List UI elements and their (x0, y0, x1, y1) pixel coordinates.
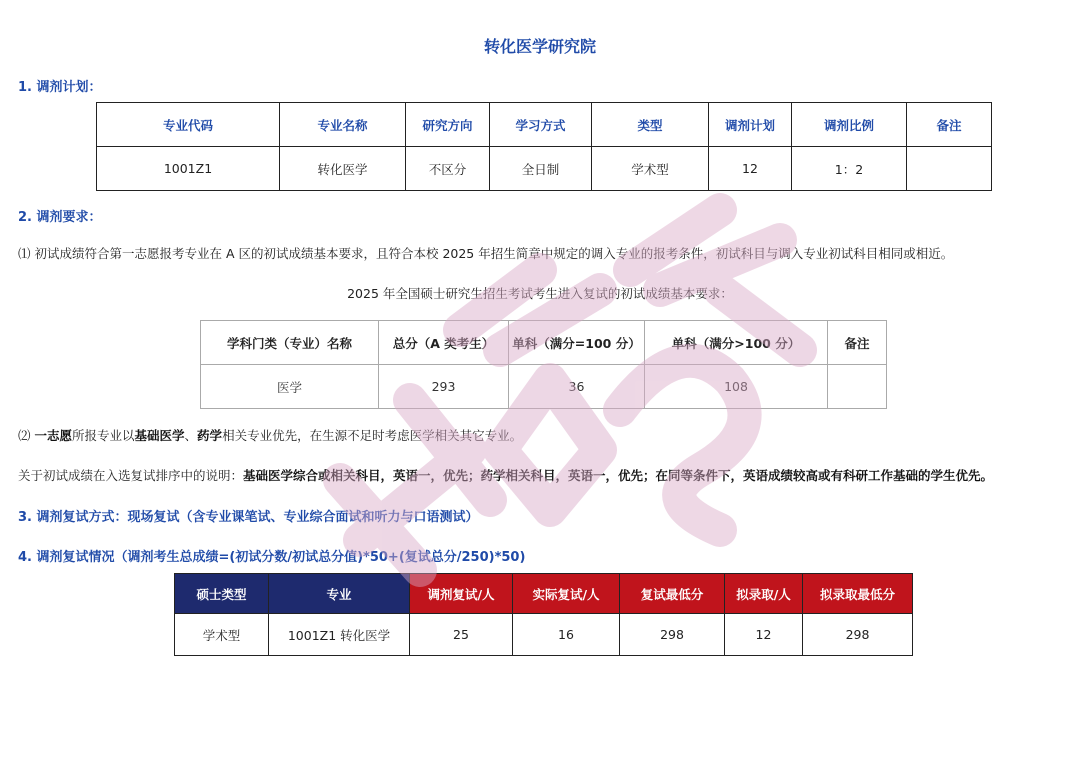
plan-header-remark: 备注 (907, 103, 992, 147)
result-header-min-admit-score: 拟录取最低分 (803, 574, 913, 614)
note-lead: 关于初试成绩在入选复试排序中的说明： (18, 468, 244, 483)
page-title: 转化医学研究院 (483, 37, 596, 56)
req2-bold-pharmacy: 药学 (197, 428, 223, 443)
result-header-min-interview-score: 复试最低分 (620, 574, 725, 614)
plan-cell-type: 学术型 (592, 147, 709, 191)
result-cell-min-interview-score: 298 (620, 614, 725, 656)
note-bold: 基础医学综合或相关科目，英语一，优先；药学相关科目，英语一，优先；在同等条件下，英语成绩较高或有科研工作基础的学生优先。 (243, 468, 994, 483)
section-interview-results: 4. 调剂复试情况（调剂考生总成绩=(初试分数/初试总分值)*50+(复试总分/250)*50) (18, 550, 526, 565)
score-header-total: 总分（A 类考生） (379, 321, 509, 365)
plan-cell-direction: 不区分 (406, 147, 490, 191)
requirement-1: ⑴ 初试成绩符合第一志愿报考专业在 A 区的初试成绩基本要求，且符合本校 2025 年招生简章中规定的调入专业的报考条件，初试科目与调入专业初试科目相同或相近。 (18, 246, 954, 261)
score-table (200, 320, 887, 409)
plan-header-direction: 研究方向 (406, 103, 490, 147)
score-header-single-over-100: 单科（满分>100 分） (645, 321, 828, 365)
plan-cell-ratio: 1：2 (792, 147, 907, 191)
score-header-remark: 备注 (828, 321, 887, 365)
score-header-single-100: 单科（满分=100 分） (509, 321, 645, 365)
result-cell-actual-interview: 16 (513, 614, 620, 656)
result-cell-admit-count: 12 (725, 614, 803, 656)
plan-header-mode: 学习方式 (490, 103, 592, 147)
score-cell-remark (828, 365, 887, 409)
requirement-2 (18, 426, 522, 444)
plan-header-ratio: 调剂比例 (792, 103, 907, 147)
req2-text-3: 相关专业优先，在生源不足时考虑医学相关其它专业。 (222, 428, 523, 443)
result-header-admit-count: 拟录取/人 (725, 574, 803, 614)
section-requirements-heading: 2. 调剂要求： (18, 210, 102, 225)
table-row (175, 614, 913, 656)
result-header-major: 专业 (269, 574, 410, 614)
score-cell-subject: 医学 (201, 365, 379, 409)
result-header-degree-type: 硕士类型 (175, 574, 269, 614)
section-interview-method: 3. 调剂复试方式：现场复试（含专业课笔试、专业综合面试和听力与口语测试） (18, 510, 479, 525)
plan-cell-quota: 12 (709, 147, 792, 191)
section-plan-heading: 1. 调剂计划： (18, 80, 102, 95)
plan-header-major: 专业名称 (280, 103, 406, 147)
result-cell-degree-type: 学术型 (175, 614, 269, 656)
req2-text-2: 、 (184, 428, 198, 443)
plan-cell-mode: 全日制 (490, 147, 592, 191)
score-cell-total: 293 (379, 365, 509, 409)
req2-bold-basic-medicine: 基础医学 (134, 428, 185, 443)
plan-header-type: 类型 (592, 103, 709, 147)
req2-bold-first-choice: 一志愿 (34, 428, 72, 443)
score-cell-single-100: 36 (509, 365, 645, 409)
table-row (201, 365, 887, 409)
req2-prefix: ⑵ (18, 428, 35, 443)
plan-header-quota: 调剂计划 (709, 103, 792, 147)
plan-cell-remark (907, 147, 992, 191)
result-header-adjust-interview: 调剂复试/人 (410, 574, 513, 614)
result-header-actual-interview: 实际复试/人 (513, 574, 620, 614)
plan-table (96, 102, 992, 191)
plan-header-code: 专业代码 (97, 103, 280, 147)
result-cell-adjust-interview: 25 (410, 614, 513, 656)
score-cell-single-over-100: 108 (645, 365, 828, 409)
req2-text-1: 所报专业以 (72, 428, 135, 443)
result-cell-min-admit-score: 298 (803, 614, 913, 656)
result-table (174, 573, 913, 656)
plan-cell-code: 1001Z1 (97, 147, 280, 191)
score-caption: 2025 年全国硕士研究生招生考试考生进入复试的初试成绩基本要求： (347, 286, 733, 301)
ranking-note (18, 466, 993, 484)
table-row (97, 147, 992, 191)
plan-cell-major: 转化医学 (280, 147, 406, 191)
result-cell-major: 1001Z1 转化医学 (269, 614, 410, 656)
score-header-subject: 学科门类（专业）名称 (201, 321, 379, 365)
